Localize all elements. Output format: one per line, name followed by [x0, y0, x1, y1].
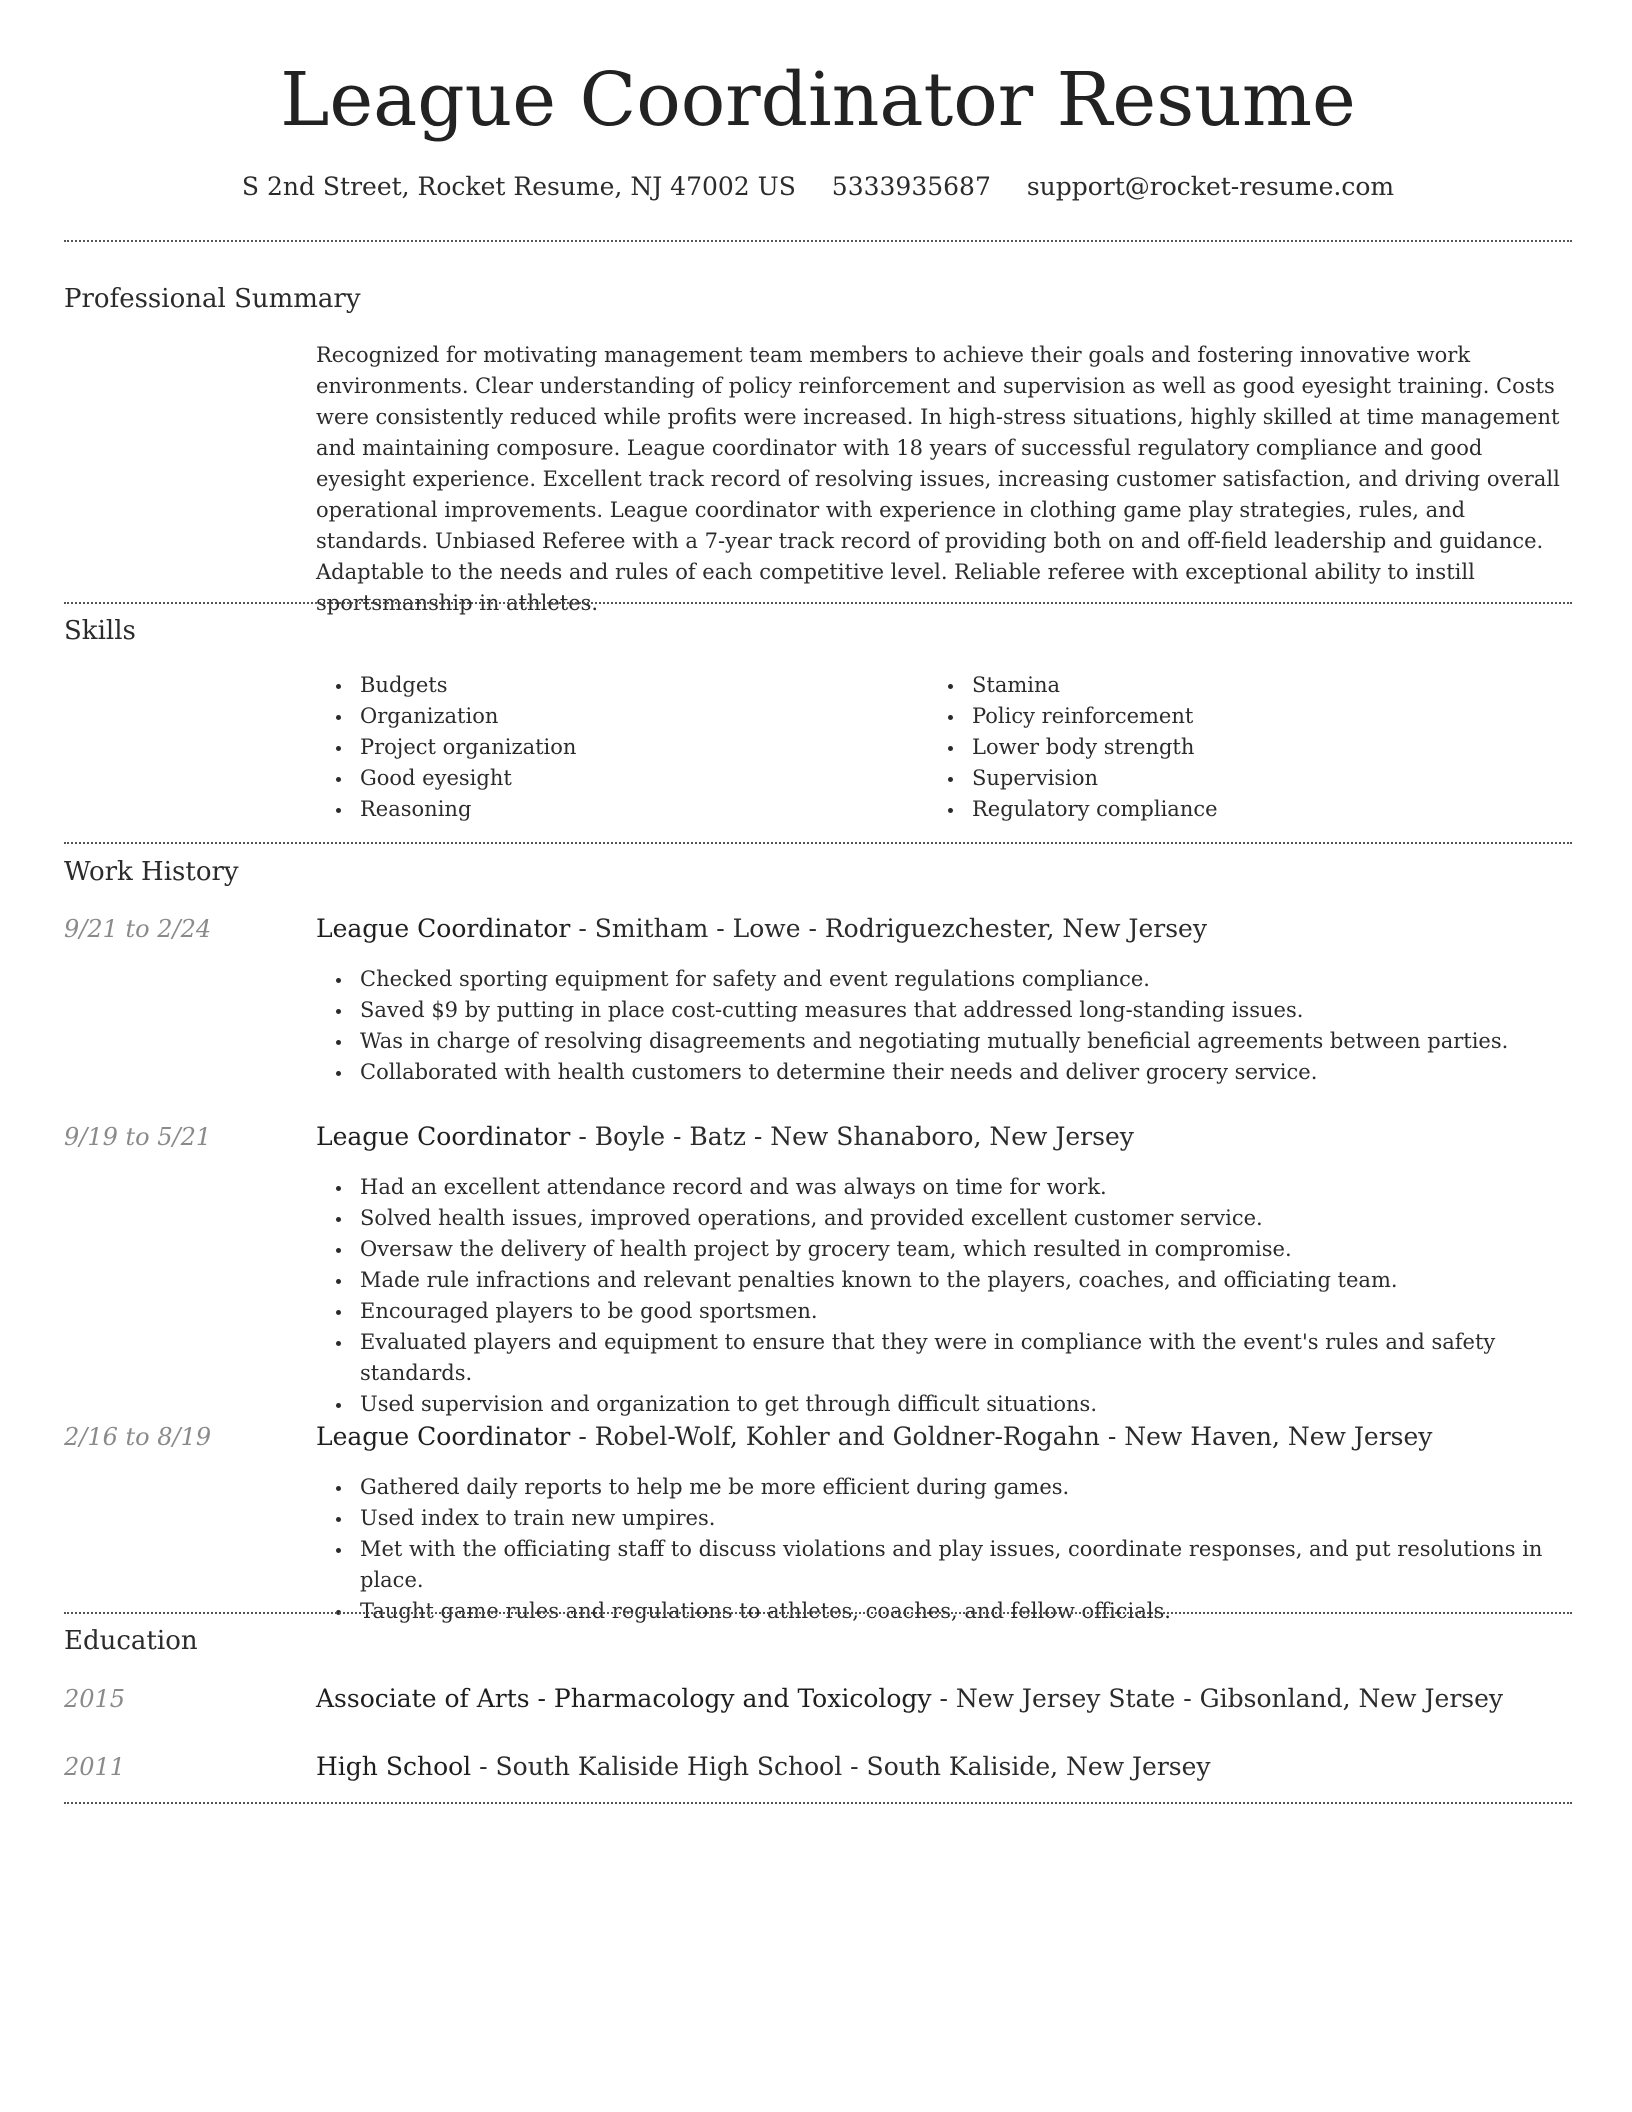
job-bullet: Evaluated players and equipment to ensure that they were in compliance with the event's rules and safety standards. — [316, 1327, 1572, 1389]
divider — [64, 602, 1572, 604]
skill-item: Regulatory compliance — [928, 794, 1528, 825]
divider — [64, 240, 1572, 242]
skill-item: Good eyesight — [316, 763, 916, 794]
job-bullet: Had an excellent attendance record and was always on time for work. — [316, 1172, 1572, 1203]
job-bullet: Checked sporting equipment for safety and event regulations compliance. — [316, 964, 1572, 995]
skill-item: Lower body strength — [928, 732, 1528, 763]
summary-text: Recognized for motivating management team members to achieve their goals and fostering innovative work environments. Clear understanding of policy reinforcement and supervision as well as good eyesight training. Costs were consistently reduced while profits were increased. In high-stress situations, highly skilled at time management and maintaining composure. League coordinator with 18 years of successful regulatory compliance and good eyesight experience. Excellent track record of resolving issues, increasing customer satisfaction, and driving overall operational improvements. League coordinator with experience in clothing game play strategies, rules, and standards. Unbiased Referee with a 7-year track record of providing both on and off-field leadership and guidance. Adaptable to the needs and rules of each competitive level. Reliable referee with exceptional ability to instill sportsmanship in athletes. — [316, 343, 1560, 615]
divider — [64, 1802, 1572, 1804]
job-bullet: Made rule infractions and relevant penalties known to the players, coaches, and officiating team. — [316, 1265, 1572, 1296]
skills-list-right — [928, 670, 1528, 825]
divider — [64, 842, 1572, 844]
contact-line — [64, 170, 1572, 204]
education-heading: Education — [64, 1626, 198, 1656]
job-bullet: Was in charge of resolving disagreements and negotiating mutually beneficial agreements between parties. — [316, 1026, 1572, 1057]
skill-item: Policy reinforcement — [928, 701, 1528, 732]
job-heading — [316, 912, 1207, 946]
job-employer: - Robel-Wolf, Kohler and Goldner-Rogahn - New Haven, New Jersey — [570, 1422, 1433, 1451]
job-bullet: Oversaw the delivery of health project by grocery team, which resulted in compromise. — [316, 1234, 1572, 1265]
education-date: 2015 — [64, 1685, 126, 1713]
job-bullet: Encouraged players to be good sportsmen. — [316, 1296, 1572, 1327]
skill-item: Supervision — [928, 763, 1528, 794]
skill-item: Reasoning — [316, 794, 916, 825]
job-title: League Coordinator — [316, 914, 571, 943]
summary-heading: Professional Summary — [64, 284, 361, 314]
job-bullet: Solved health issues, improved operations, and provided excellent customer service. — [316, 1203, 1572, 1234]
skills-list-left — [316, 670, 916, 825]
job-title: League Coordinator — [316, 1122, 571, 1151]
skill-item: Project organization — [316, 732, 916, 763]
job-bullet: Gathered daily reports to help me be more efficient during games. — [316, 1472, 1572, 1503]
job-bullet: Taught game rules and regulations to athletes, coaches, and fellow officials. — [316, 1596, 1572, 1627]
resume-title: League Coordinator Resume — [280, 57, 1356, 143]
education-degree: High School — [316, 1752, 472, 1781]
job-bullet: Collaborated with health customers to determine their needs and deliver grocery service. — [316, 1057, 1572, 1088]
job-date: 9/21 to 2/24 — [64, 915, 212, 943]
job-title: League Coordinator — [316, 1422, 571, 1451]
job-bullet: Used supervision and organization to get through difficult situations. — [316, 1389, 1572, 1420]
skill-item: Budgets — [316, 670, 916, 701]
education-entry — [316, 1682, 1503, 1716]
job-bullets — [316, 1172, 1572, 1420]
job-date: 9/19 to 5/21 — [64, 1123, 212, 1151]
education-entry — [316, 1750, 1211, 1784]
contact-email: support@rocket-resume.com — [1026, 172, 1395, 201]
skills-heading: Skills — [64, 616, 136, 646]
job-bullets — [316, 964, 1572, 1088]
skill-item: Stamina — [928, 670, 1528, 701]
job-heading — [316, 1120, 1134, 1154]
divider — [64, 1612, 1572, 1614]
job-employer: - Boyle - Batz - New Shanaboro, New Jersey — [570, 1122, 1134, 1151]
contact-address: S 2nd Street, Rocket Resume, NJ 47002 US — [241, 172, 796, 201]
job-bullets — [316, 1472, 1572, 1627]
job-employer: - Smitham - Lowe - Rodriguezchester, New Jersey — [570, 914, 1207, 943]
job-date: 2/16 to 8/19 — [64, 1423, 212, 1451]
education-school: - South Kaliside High School - South Kaliside, New Jersey — [471, 1752, 1211, 1781]
job-bullet: Met with the officiating staff to discuss violations and play issues, coordinate responses, and put resolutions in place. — [316, 1534, 1572, 1596]
education-school: - New Jersey State - Gibsonland, New Jersey — [931, 1684, 1504, 1713]
work-heading: Work History — [64, 857, 239, 887]
skill-item: Organization — [316, 701, 916, 732]
job-heading — [316, 1420, 1432, 1454]
education-degree: Associate of Arts - Pharmacology and Toxicology — [316, 1684, 932, 1713]
education-date: 2011 — [64, 1753, 126, 1781]
contact-phone: 5333935687 — [831, 172, 991, 201]
job-bullet: Used index to train new umpires. — [316, 1503, 1572, 1534]
job-bullet: Saved $9 by putting in place cost-cutting measures that addressed long-standing issues. — [316, 995, 1572, 1026]
